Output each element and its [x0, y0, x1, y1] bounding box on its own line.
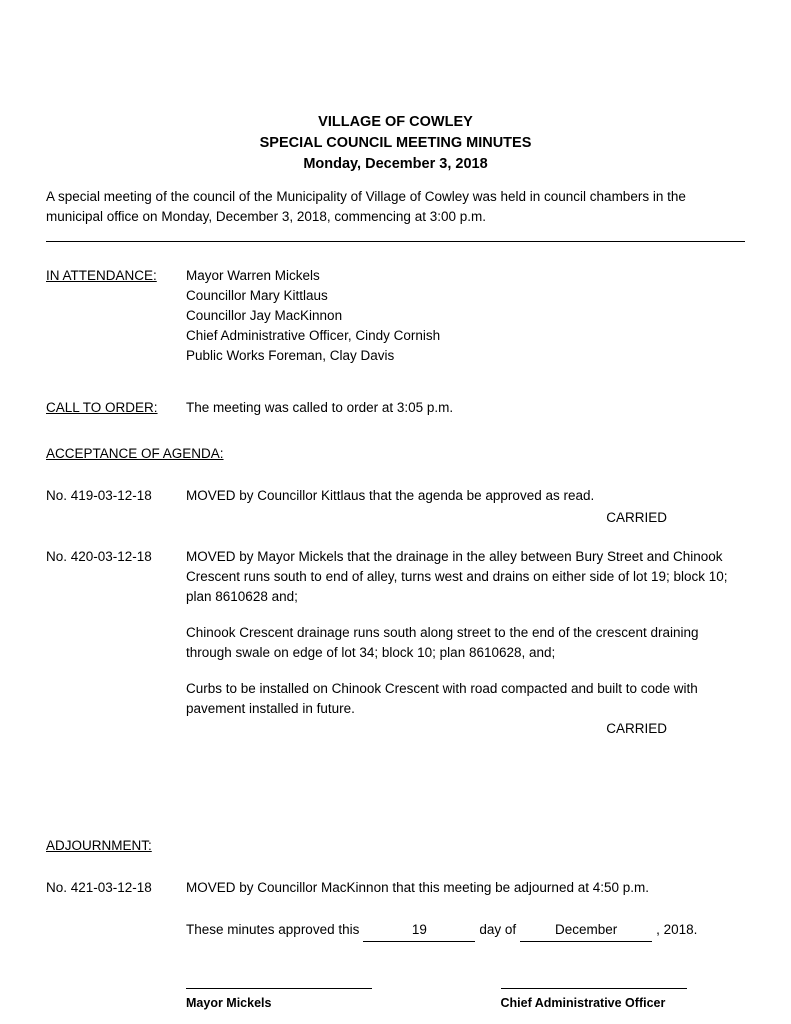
motion-420 [46, 547, 745, 719]
motion-paragraph: MOVED by Councillor Kittlaus that the agenda be approved as read. [186, 488, 595, 503]
signature-block-cao [501, 988, 746, 1010]
signature-row [186, 988, 745, 1010]
intro-paragraph: A special meeting of the council of the Municipality of Village of Cowley was held in council chambers in the municipal office on Monday, December 3, 2018, commencing at 3:00 p.m. [46, 189, 686, 224]
adjournment-heading: ADJOURNMENT: [46, 838, 152, 853]
title-line-document-type: SPECIAL COUNCIL MEETING MINUTES [259, 135, 532, 151]
call-to-order-section [46, 398, 745, 418]
motion-number: No. 420-03-12-18 [46, 549, 152, 564]
approval-prefix: These minutes approved this [186, 922, 360, 937]
motion-number: No. 419-03-12-18 [46, 488, 152, 503]
approval-month-field[interactable]: December [520, 920, 652, 942]
call-to-order-text: The meeting was called to order at 3:05 p.m. [186, 400, 454, 415]
signature-label: Mayor Mickels [186, 996, 272, 1010]
list-item: Mayor Warren Mickels [186, 268, 320, 283]
motion-body [186, 486, 745, 506]
list-item: Chief Administrative Officer, Cindy Cornish [186, 328, 441, 343]
list-item: Public Works Foreman, Clay Davis [186, 348, 395, 363]
motion-paragraph: MOVED by Councillor MacKinnon that this meeting be adjourned at 4:50 p.m. [186, 880, 649, 895]
call-to-order-label: CALL TO ORDER: [46, 400, 158, 415]
motion-result: CARRIED [606, 721, 667, 736]
motion-paragraph: Chinook Crescent drainage runs south along street to the end of the crescent draining through swale on edge of lot 34; block 10; plan 8610628, and; [186, 625, 699, 660]
signature-label: Chief Administrative Officer [500, 996, 666, 1010]
motion-result: CARRIED [606, 510, 667, 525]
document-title-block [46, 112, 745, 175]
title-line-organization: VILLAGE OF COWLEY [318, 114, 473, 130]
list-item: Councillor Mary Kittlaus [186, 288, 328, 303]
attendance-section [46, 266, 745, 366]
signature-line[interactable] [186, 988, 372, 989]
section-spacer [46, 736, 745, 810]
approval-day-of-label: day of [479, 922, 517, 937]
motion-number: No. 421-03-12-18 [46, 880, 152, 895]
motion-421 [46, 878, 745, 898]
title-line-date: Monday, December 3, 2018 [303, 156, 488, 172]
motion-paragraph: MOVED by Mayor Mickels that the drainage in the alley between Bury Street and Chinook Crescent runs south to end of alley, turns west and drains on either side of lot 19; block 10; plan 8610628 and; [186, 549, 728, 604]
attendance-label: IN ATTENDANCE: [46, 268, 157, 283]
attendance-list [186, 266, 745, 366]
approval-day-field[interactable]: 19 [363, 920, 475, 942]
header-divider [46, 241, 745, 242]
approval-year: , 2018. [656, 922, 698, 937]
motion-paragraph: Curbs to be installed on Chinook Crescent with road compacted and built to code with pavement installed in future. [186, 681, 698, 716]
acceptance-of-agenda-heading: ACCEPTANCE OF AGENDA: [46, 446, 224, 461]
motion-419 [46, 486, 745, 506]
approval-line [186, 920, 745, 942]
motion-body [186, 547, 745, 719]
motion-body [186, 878, 745, 898]
list-item: Councillor Jay MacKinnon [186, 308, 343, 323]
signature-block-mayor [186, 988, 431, 1010]
signature-line[interactable] [501, 988, 687, 989]
